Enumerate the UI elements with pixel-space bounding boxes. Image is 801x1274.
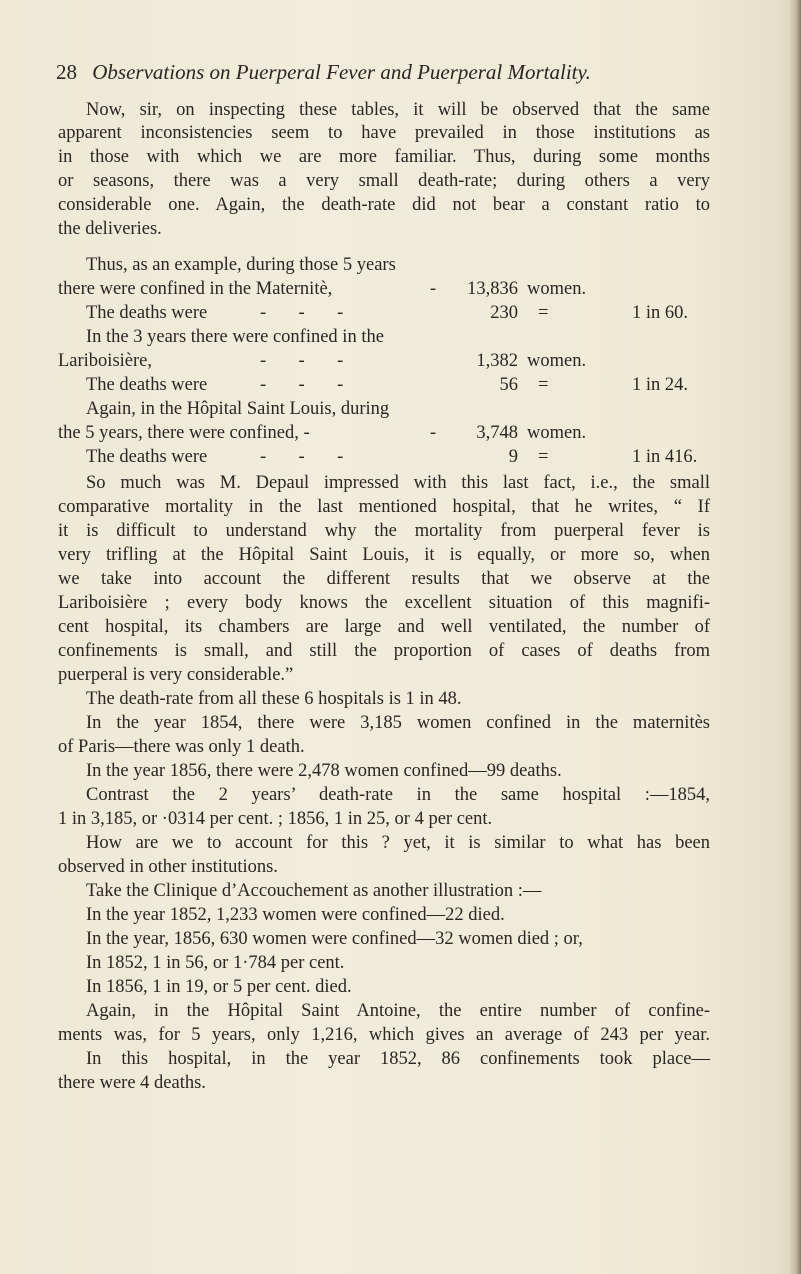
table-equals: = [538,447,549,467]
text-line: In 1856, 1 in 19, or 5 per cent. died. [86,977,352,997]
table-label: Again, in the Hôpital Saint Louis, during [86,399,390,419]
running-title: Observations on Puerperal Fever and Puerperal Mortality. [92,60,591,84]
table-label: The deaths were [86,447,208,467]
para2-line: cent hospital, its chambers are large and well ventilated, the number of [58,617,710,637]
para1-line: Now, sir, on inspecting these tables, it will be observed that the same [86,100,710,120]
para1-line: apparent inconsistencies seem to have prevailed in those institutions as [58,123,710,143]
text-line: observed in other institutions. [58,857,278,877]
table-label: there were confined in the Maternitè, [58,279,333,299]
table-value: 9 [508,447,518,467]
table-dash: - - - [260,351,344,371]
table-value: 3,748 [476,423,518,443]
table-dash: - - - [260,447,344,467]
table-value: 230 [490,303,518,323]
para2-line: very trifling at the Hôpital Saint Louis, it is equally, or more so, when [58,545,710,565]
table-equals: = [538,375,549,395]
table-dash: - - - [260,375,344,395]
table-label: the 5 years, there were confined, - [58,423,310,443]
text-line: Contrast the 2 years’ death-rate in the same hospital :—1854, [86,785,710,805]
text-line: In the year 1854, there were 3,185 women confined in the maternitès [86,713,710,733]
para1-line: or seasons, there was a very small death-rate; during others a very [58,171,710,191]
table-dash: - [430,279,437,299]
table-ratio: 1 in 24. [632,375,689,395]
table-ratio: 1 in 60. [632,303,689,323]
page-edge-shadow [789,0,801,1274]
text-line: of Paris—there was only 1 death. [58,737,305,757]
para2-line: Lariboisière ; every body knows the excellent situation of this magnifi- [58,593,710,613]
table-equals: = [538,303,549,323]
text-line: In this hospital, in the year 1852, 86 confinements took place— [86,1049,710,1069]
table-value: 1,382 [476,351,518,371]
text-line: 1 in 3,185, or ·0314 per cent. ; 1856, 1 in 25, or 4 per cent. [58,809,493,829]
table-value: 56 [499,375,518,395]
text-line: Take the Clinique d’Accouchement as another illustration :— [86,881,542,901]
para1-line: in those with which we are more familiar. Thus, during some months [58,147,710,167]
table-unit: women. [527,423,587,443]
para2-line: we take into account the different results that we observe at the [58,569,710,589]
text-line: ments was, for 5 years, only 1,216, which gives an average of 243 per year. [58,1025,710,1045]
text-line: In 1852, 1 in 56, or 1·784 per cent. [86,953,345,973]
table-unit: women. [527,351,587,371]
para2-line: So much was M. Depaul impressed with this last fact, i.e., the small [86,473,710,493]
table-value: 13,836 [467,279,518,299]
para2-line: confinements is small, and still the proportion of cases of deaths from [58,641,710,661]
table-dash: - - - [260,303,344,323]
table-label: The deaths were [86,375,208,395]
table-label: In the 3 years there were confined in the [86,327,384,347]
page-number: 28 [56,60,77,84]
text-line: In the year 1856, there were 2,478 women confined—99 deaths. [86,761,562,781]
text-line: The death-rate from all these 6 hospitals is 1 in 48. [86,689,462,709]
para2-line: it is difficult to understand why the mortality from puerperal fever is [58,521,710,541]
text-line: In the year 1852, 1,233 women were confined—22 died. [86,905,505,925]
para2-line: comparative mortality in the last mentioned hospital, that he writes, “ If [58,497,710,517]
table-unit: women. [527,279,587,299]
para2-line: puerperal is very considerable.” [58,665,294,685]
text-line: there were 4 deaths. [58,1073,206,1093]
table-label: The deaths were [86,303,208,323]
text-line: Again, in the Hôpital Saint Antoine, the entire number of confine- [86,1001,710,1021]
table-dash: - [430,423,437,443]
para1-line: the deliveries. [58,219,162,239]
running-head [56,60,591,85]
para1-line: considerable one. Again, the death-rate did not bear a constant ratio to [58,195,710,215]
table-label: Thus, as an example, during those 5 years [86,255,396,275]
table-ratio: 1 in 416. [632,447,698,467]
text-line: How are we to account for this ? yet, it is similar to what has been [86,833,710,853]
text-line: In the year, 1856, 630 women were confined—32 women died ; or, [86,929,583,949]
table-label: Lariboisière, [58,351,152,371]
